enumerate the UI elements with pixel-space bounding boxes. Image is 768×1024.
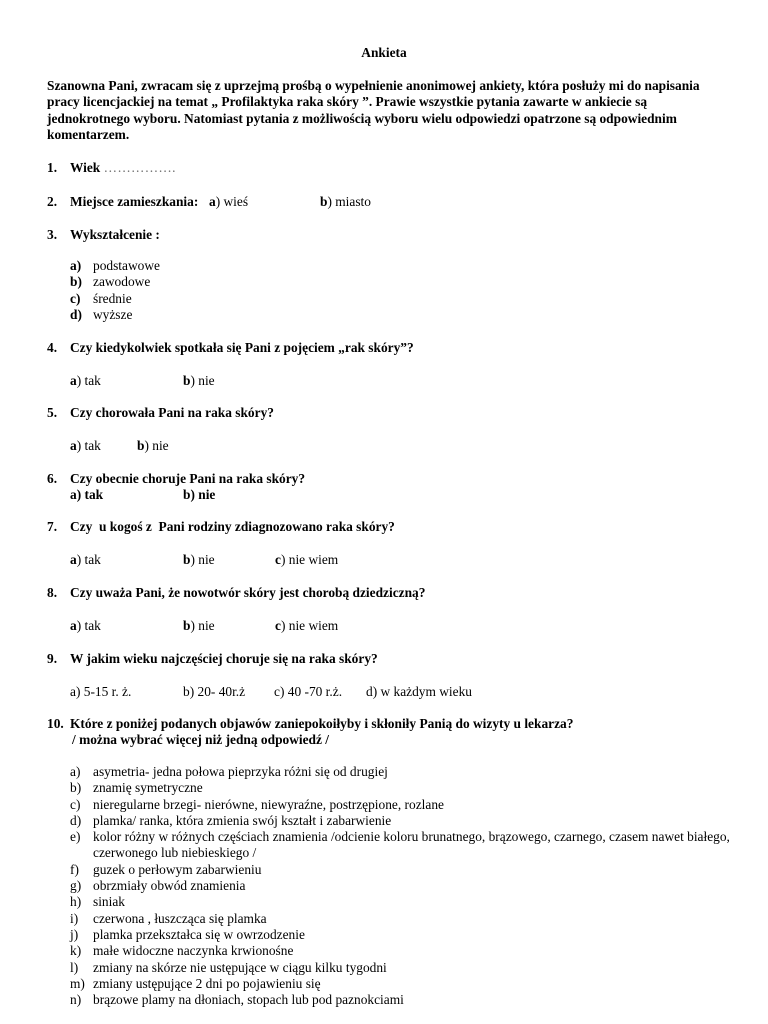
q10-option-text: plamka/ ranka, która zmienia swój kształt i zabarwienie [93,812,392,828]
q3-option-text: podstawowe [93,258,160,273]
intro-paragraph: Szanowna Pani, zwracam się z uprzejmą prośbą o wypełnienie anonimowej ankiety, która posłuży mi do napisania pracy licencjackiej na temat „ Profilaktyka raka skóry ”. Prawie wszystkie pytania zawarte w ankiecie są jednokrotnego wyboru. Natomiast pytania z możliwością wyboru wielu odpowiedzi opatrzone są odpowiednim komentarzem. [47,78,700,142]
q10-option-letter: l) [70,959,79,975]
q4-option-b-letter: b [183,373,191,388]
q7-option-a-letter: a [70,552,77,567]
q9-option-d[interactable]: d) w każdym wieku [366,684,472,699]
q10-option-a[interactable] [70,764,740,780]
q8-option-b-letter: b [183,618,191,633]
q8-option-c[interactable] [275,618,338,634]
question-9-text: W jakim wieku najczęściej choruje się na raka skóry? [70,651,378,666]
q2-option-a-letter: a [209,194,216,209]
q10-option-letter: i) [70,910,79,926]
q9-option-a[interactable]: a) 5-15 r. ż. [70,684,132,699]
q3-option-text: wyższe [93,306,133,322]
question-1 [70,160,176,176]
q5-option-b-letter: b [137,438,145,453]
q10-option-i[interactable] [70,911,740,927]
q10-option-text: brązowe plamy na dłoniach, stopach lub pod paznokciami [93,992,404,1008]
question-10-note: / można wybrać więcej niż jedną odpowiedź / [72,732,329,747]
q10-option-letter: n) [70,992,82,1008]
q10-option-d[interactable] [70,813,740,829]
q10-options [70,764,740,1008]
q10-option-letter: b) [70,780,82,796]
q5-option-a-text: ) tak [76,438,101,453]
question-1-number: 1. [47,160,58,175]
q4-option-a[interactable] [70,373,101,389]
q8-option-b-text: ) nie [190,618,215,633]
q5-option-a-letter: a [70,438,77,453]
question-4-number: 4. [47,340,58,355]
q8-option-a-text: ) tak [76,618,101,633]
q5-option-a[interactable] [70,438,101,454]
q6-option-b[interactable]: b) nie [183,487,216,502]
q10-option-letter: g) [70,878,82,894]
question-5-text: Czy chorowała Pani na raka skóry? [70,405,274,420]
question-2-text: Miejsce zamieszkania: [70,194,199,209]
q7-option-c[interactable] [275,552,338,568]
q9-option-c[interactable]: c) 40 -70 r.ż. [274,684,343,699]
q7-option-b-letter: b [183,552,191,567]
q10-option-letter: c) [70,796,81,812]
q2-option-b-text: ) miasto [327,194,371,209]
q5-option-b[interactable] [137,438,169,454]
question-6-text: Czy obecnie choruje Pani na raka skóry? [70,471,306,486]
question-10-text: Które z poniżej podanych objawów zaniepokoiłyby i skłoniły Panią do wizyty u lekarza? [70,716,574,731]
q3-option-letter: b) [70,274,82,290]
q3-option-letter: d) [70,306,82,322]
q3-option-text: zawodowe [93,274,151,290]
q10-option-letter: f) [70,861,79,877]
q8-option-a[interactable] [70,618,101,634]
question-3-text: Wykształcenie : [70,227,160,242]
q7-option-c-text: ) nie wiem [280,552,339,567]
q10-option-text: zmiany ustępujące 2 dni po pojawieniu się [93,975,321,991]
question-3-number: 3. [47,227,58,242]
q10-option-letter: k) [70,943,82,959]
q7-option-c-letter: c [275,552,281,567]
q10-option-text: siniak [93,894,125,910]
question-9-number: 9. [47,651,58,666]
q10-option-text: czerwona , łuszcząca się plamka [93,910,267,926]
q8-option-c-letter: c [275,618,281,633]
q10-option-text: asymetria- jedna połowa pieprzyka różni się od drugiej [93,764,388,779]
q4-option-b-text: ) nie [190,373,215,388]
q2-option-b-letter: b [320,194,328,209]
question-2-number: 2. [47,194,58,209]
q10-option-text: kolor różny w różnych częściach znamienia /odcienie koloru brunatnego, brązowego, czarnego, czasem nawet białego, czerwonego lub niebieskiego / [93,829,730,861]
q10-option-letter: a) [70,764,81,779]
q3-option-letter: c) [70,290,81,306]
q10-option-k[interactable] [70,943,740,959]
q10-option-text: plamka przekształca się w owrzodzenie [93,926,305,942]
q9-option-b[interactable]: b) 20- 40r.ż [183,684,246,699]
q10-option-text: nieregularne brzegi- nierówne, niewyraźne, postrzępione, rozlane [93,796,444,812]
q4-option-a-text: ) tak [76,373,101,388]
question-8-text: Czy uważa Pani, że nowotwór skóry jest chorobą dziedziczną? [70,585,426,600]
q10-option-h[interactable] [70,894,740,910]
question-10-number: 10. [47,716,64,731]
question-7-number: 7. [47,519,58,534]
q10-option-c[interactable] [70,797,740,813]
q3-option-letter: a) [70,258,82,273]
q10-option-letter: d) [70,812,82,828]
q2-option-a[interactable] [209,194,248,210]
q7-option-b[interactable] [183,552,215,568]
q10-option-letter: h) [70,894,82,910]
q10-option-m[interactable] [70,976,740,992]
q10-option-n[interactable] [70,992,740,1008]
q2-option-a-text: ) wieś [215,194,249,209]
q8-option-b[interactable] [183,618,215,634]
q10-option-e[interactable] [70,829,740,862]
question-1-text: Wiek [70,160,101,175]
q4-option-b[interactable] [183,373,215,389]
q10-option-letter: j) [70,926,79,942]
q10-option-l[interactable] [70,960,740,976]
q7-option-a-text: ) tak [76,552,101,567]
q8-option-c-text: ) nie wiem [280,618,339,633]
q10-option-text: obrzmiały obwód znamienia [93,878,246,894]
q10-option-b[interactable] [70,780,740,796]
question-4-text: Czy kiedykolwiek spotkała się Pani z pojęciem „rak skóry”? [70,340,414,355]
q7-option-a[interactable] [70,552,101,568]
q6-option-a[interactable]: a) tak [70,487,104,502]
q10-option-text: znamię symetryczne [93,780,203,796]
q5-option-b-text: ) nie [144,438,169,453]
q10-option-letter: m) [70,975,85,991]
page-title: Ankieta [361,45,407,60]
q10-option-g[interactable] [70,878,740,894]
q2-option-b[interactable] [320,194,371,210]
q10-option-j[interactable] [70,927,740,943]
question-8-number: 8. [47,585,58,600]
question-6-number: 6. [47,471,58,486]
question-7-text: Czy u kogoś z Pani rodziny zdiagnozowano raka skóry? [70,519,395,534]
q10-option-text: małe widoczne naczynka krwionośne [93,943,294,959]
q4-option-a-letter: a [70,373,77,388]
q10-option-text: zmiany na skórze nie ustępujące w ciągu kilku tygodni [93,959,387,975]
q7-option-b-text: ) nie [190,552,215,567]
q3-option-text: średnie [93,290,132,306]
q8-option-a-letter: a [70,618,77,633]
q10-option-text: guzek o perłowym zabarwieniu [93,861,262,877]
age-input-dots[interactable]: ……………. [103,160,176,175]
q10-option-f[interactable] [70,862,740,878]
question-5-number: 5. [47,405,58,420]
q10-option-letter: e) [70,829,81,845]
